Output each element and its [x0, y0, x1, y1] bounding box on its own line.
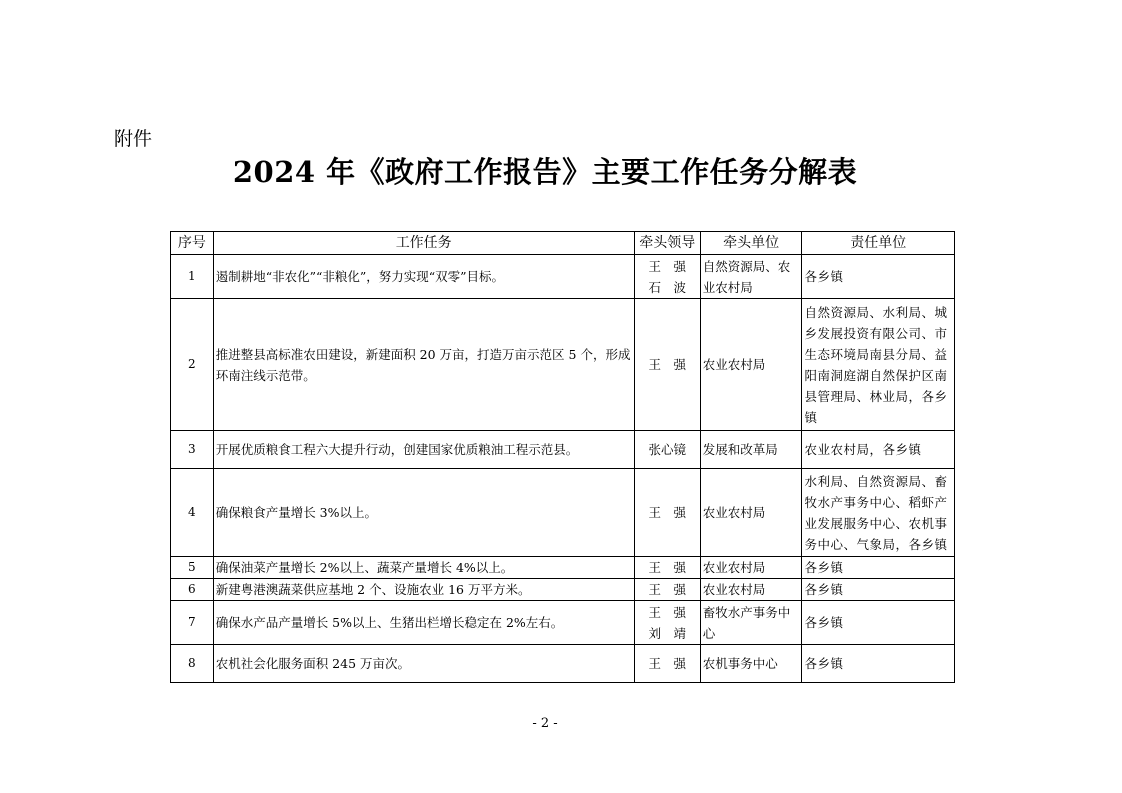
table-row	[171, 601, 955, 645]
table-row	[171, 557, 955, 579]
responsible-cell: 水利局、自然资源局、畜牧水产事务中心、稻虾产业发展服务中心、农机事务中心、气象局，各乡镇	[802, 469, 955, 557]
leader-cell	[634, 601, 700, 645]
task-cell: 新建粤港澳蔬菜供应基地 2 个、设施农业 16 万平方米。	[213, 579, 634, 601]
task-cell: 开展优质粮食工程六大提升行动，创建国家优质粮油工程示范县。	[213, 431, 634, 469]
leader-name: 刘 靖	[648, 625, 686, 641]
row-number: 2	[171, 299, 214, 431]
row-number: 4	[171, 469, 214, 557]
lead-unit-cell: 农业农村局	[700, 579, 802, 601]
leader-cell	[634, 645, 700, 683]
responsible-cell: 各乡镇	[802, 601, 955, 645]
leader-name: 王 强	[648, 258, 686, 274]
leader-name: 王 强	[648, 656, 686, 671]
row-number: 5	[171, 557, 214, 579]
table-row	[171, 469, 955, 557]
task-cell: 推进整县高标准农田建设，新建面积 20 万亩，打造万亩示范区 5 个，形成环南注线示范带。	[213, 299, 634, 431]
leader-name: 王 强	[648, 505, 686, 520]
row-number: 6	[171, 579, 214, 601]
task-cell: 遏制耕地“非农化”“非粮化”，努力实现“双零”目标。	[213, 255, 634, 299]
leader-name: 王 强	[648, 604, 686, 620]
leader-name: 王 强	[648, 357, 686, 372]
leader-cell	[634, 255, 700, 299]
task-cell: 农机社会化服务面积 245 万亩次。	[213, 645, 634, 683]
page-number: - 2 -	[532, 716, 558, 731]
leader-cell	[634, 557, 700, 579]
task-cell: 确保水产品产量增长 5%以上、生猪出栏增长稳定在 2%左右。	[213, 601, 634, 645]
table-header-row	[171, 232, 955, 255]
row-number: 7	[171, 601, 214, 645]
leader-name: 张心镜	[648, 442, 686, 457]
table-row	[171, 645, 955, 683]
table-row	[171, 299, 955, 431]
lead-unit-cell: 畜牧水产事务中心	[700, 601, 802, 645]
column-header-leader: 牵头领导	[634, 232, 700, 255]
lead-unit-cell: 农机事务中心	[700, 645, 802, 683]
responsible-cell: 各乡镇	[802, 645, 955, 683]
row-number: 1	[171, 255, 214, 299]
leader-cell	[634, 299, 700, 431]
column-header-no: 序号	[171, 232, 214, 255]
leader-cell	[634, 469, 700, 557]
lead-unit-cell: 农业农村局	[700, 469, 802, 557]
column-header-lead-unit: 牵头单位	[700, 232, 802, 255]
lead-unit-cell: 发展和改革局	[700, 431, 802, 469]
responsible-cell: 各乡镇	[802, 557, 955, 579]
leader-cell	[634, 579, 700, 601]
attachment-label: 附件	[114, 128, 153, 150]
document-title: 2024 年《政府工作报告》主要工作任务分解表	[232, 155, 858, 189]
leader-name: 石 波	[648, 279, 686, 295]
table-row	[171, 431, 955, 469]
lead-unit-cell: 农业农村局	[700, 299, 802, 431]
responsible-cell: 农业农村局，各乡镇	[802, 431, 955, 469]
lead-unit-cell: 农业农村局	[700, 557, 802, 579]
column-header-responsible: 责任单位	[802, 232, 955, 255]
responsible-cell: 各乡镇	[802, 579, 955, 601]
table-row	[171, 255, 955, 299]
row-number: 8	[171, 645, 214, 683]
leader-cell	[634, 431, 700, 469]
lead-unit-cell: 自然资源局、农业农村局	[700, 255, 802, 299]
task-cell: 确保油菜产量增长 2%以上、蔬菜产量增长 4%以上。	[213, 557, 634, 579]
column-header-task: 工作任务	[213, 232, 634, 255]
responsible-cell: 自然资源局、水利局、城乡发展投资有限公司、市生态环境局南县分局、益阳南洞庭湖自然保护区南县管理局、林业局，各乡镇	[802, 299, 955, 431]
responsible-cell: 各乡镇	[802, 255, 955, 299]
table-row	[171, 579, 955, 601]
leader-name: 王 强	[648, 582, 686, 597]
row-number: 3	[171, 431, 214, 469]
task-breakdown-table	[170, 231, 955, 683]
leader-name: 王 强	[648, 560, 686, 575]
task-cell: 确保粮食产量增长 3%以上。	[213, 469, 634, 557]
